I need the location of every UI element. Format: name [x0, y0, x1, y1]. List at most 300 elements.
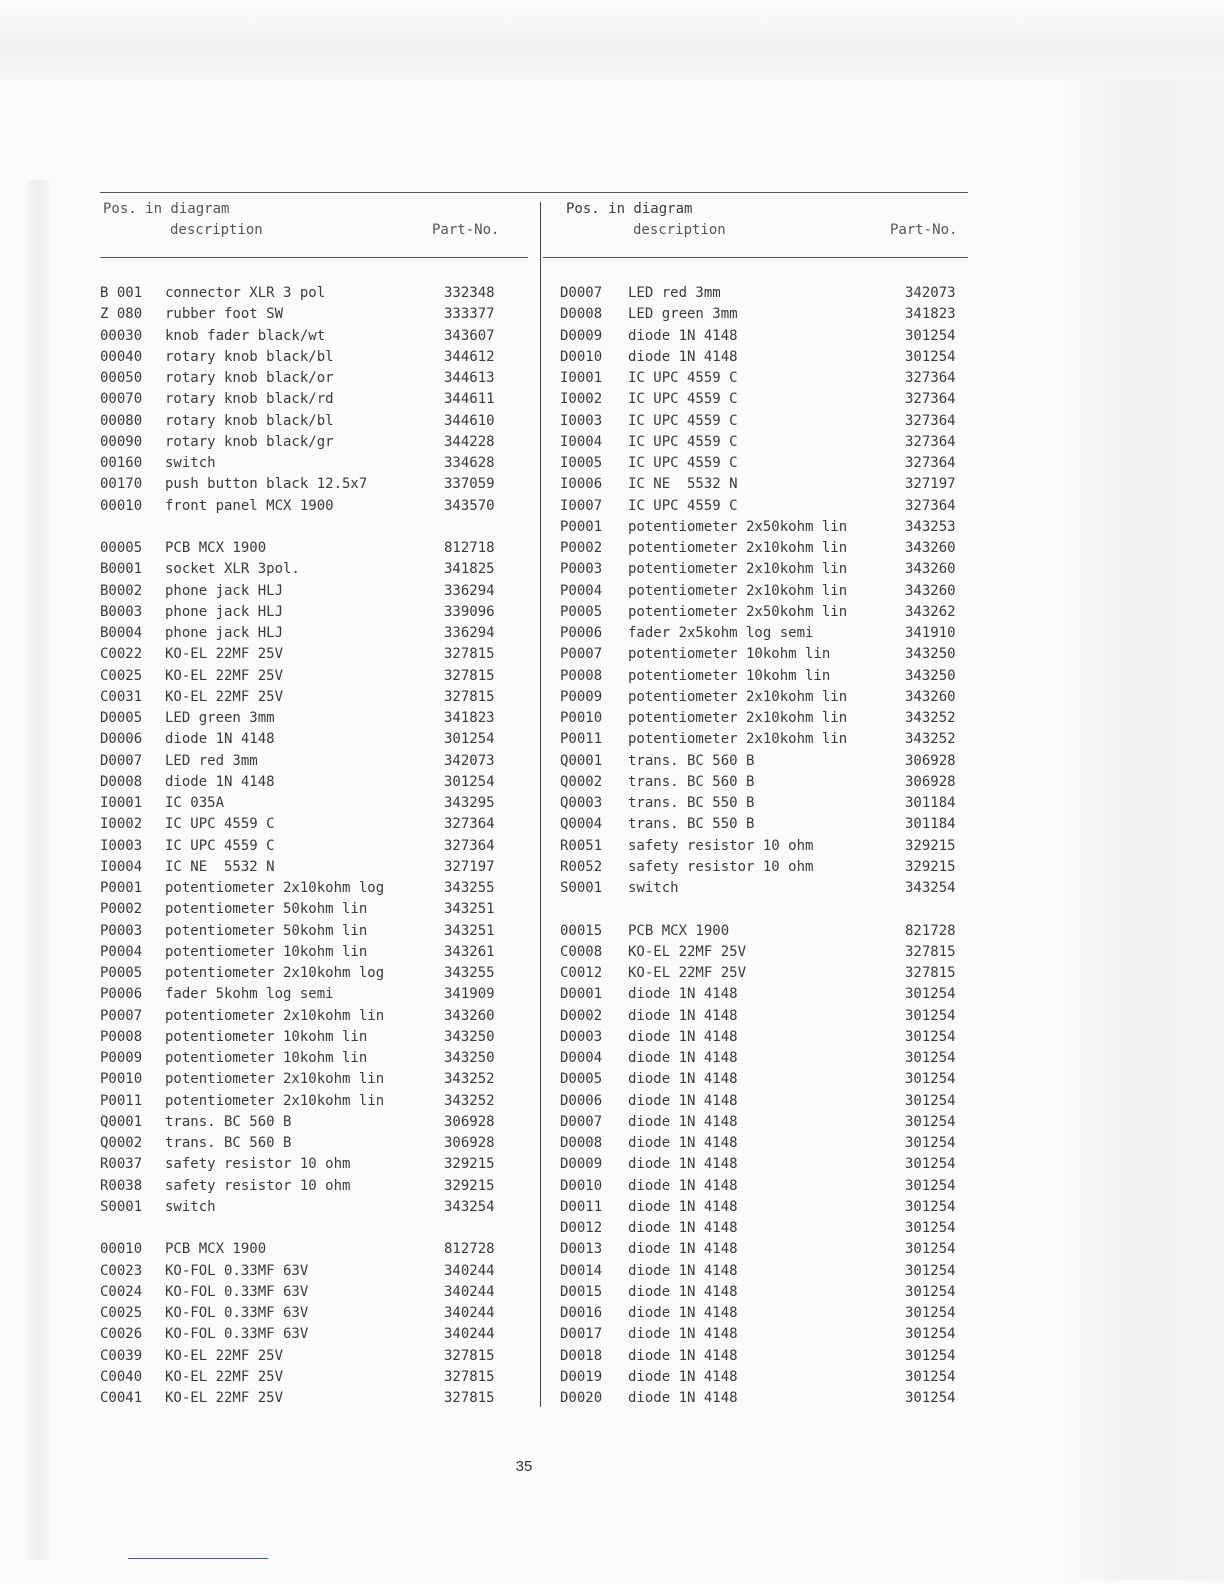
left-header-part-no: Part-No.	[432, 222, 500, 238]
part-description: potentiometer 2x10kohm lin	[165, 1071, 385, 1088]
part-description: KO-EL 22MF 25V	[165, 1390, 284, 1406]
position-code: C0026	[100, 1326, 143, 1343]
part-number: 336294	[444, 625, 495, 641]
part-number: 301254	[444, 731, 495, 748]
part-description: PCB MCX 1900	[628, 922, 730, 939]
parts-row	[0, 667, 1000, 685]
parts-row	[0, 560, 1000, 578]
position-code: I0003	[100, 837, 143, 854]
position-code: D0005	[560, 1071, 603, 1088]
part-number: 343250	[444, 1028, 495, 1045]
part-description: safety resistor 10 ohm	[628, 858, 814, 875]
parts-row	[0, 1070, 1000, 1088]
position-code: 00050	[100, 370, 143, 386]
part-number: 301184	[905, 816, 956, 833]
part-description: phone jack HLJ	[165, 603, 284, 620]
position-code: C0025	[100, 667, 143, 684]
part-number: 306928	[905, 773, 956, 790]
position-code: B0004	[100, 625, 143, 641]
parts-row	[0, 497, 1000, 515]
part-description: potentiometer 2x10kohm lin	[628, 731, 848, 748]
parts-row	[0, 943, 1000, 961]
part-number: 343260	[905, 582, 956, 599]
parts-row	[0, 964, 1000, 982]
part-description: IC UPC 4559 C	[165, 837, 275, 854]
part-number: 301254	[905, 1135, 956, 1151]
part-description: LED green 3mm	[628, 306, 738, 323]
part-description: potentiometer 2x10kohm lin	[165, 1007, 385, 1024]
part-number: 343260	[905, 561, 956, 578]
part-description: trans. BC 550 B	[628, 795, 755, 811]
position-code: 00005	[100, 540, 143, 556]
part-number: 301254	[905, 1071, 956, 1088]
part-number: 329215	[444, 1177, 495, 1194]
part-number: 327815	[444, 1347, 495, 1364]
part-description: potentiometer 2x50kohm lin	[628, 603, 848, 620]
position-code: I0002	[100, 816, 143, 833]
position-code: D0008	[560, 1135, 603, 1151]
position-code: D0016	[560, 1305, 603, 1321]
part-number: 327815	[444, 667, 495, 684]
position-code: D0020	[560, 1390, 603, 1406]
position-code: D0011	[560, 1198, 603, 1215]
position-code: D0017	[560, 1326, 603, 1343]
part-number: 344613	[444, 370, 495, 386]
part-description: potentiometer 10kohm lin	[165, 943, 368, 960]
position-code: P0008	[100, 1028, 143, 1045]
part-description: diode 1N 4148	[628, 1305, 738, 1321]
part-description: rotary knob black/bl	[165, 412, 334, 429]
part-description: trans. BC 560 B	[165, 1135, 292, 1151]
part-number: 343570	[444, 497, 495, 514]
parts-row	[0, 815, 1000, 833]
part-description: diode 1N 4148	[628, 986, 738, 1003]
parts-row	[0, 369, 1000, 387]
part-number: 327364	[444, 816, 495, 833]
scan-shadow-top	[0, 0, 1224, 80]
position-code: D0013	[560, 1241, 603, 1258]
part-description: diode 1N 4148	[628, 327, 738, 344]
part-description: potentiometer 50kohm lin	[165, 922, 368, 939]
position-code: D0006	[100, 731, 143, 748]
position-code: I0004	[100, 858, 143, 875]
parts-row	[0, 305, 1000, 323]
parts-row	[0, 1007, 1000, 1025]
parts-row	[0, 1240, 1000, 1258]
left-header-description: description	[170, 222, 263, 238]
parts-row	[0, 645, 1000, 663]
parts-row	[0, 412, 1000, 430]
part-number: 327364	[905, 370, 956, 386]
part-number: 327815	[905, 965, 956, 981]
position-code: D0006	[560, 1092, 603, 1109]
part-description: knob fader black/wt	[165, 327, 326, 344]
parts-row	[0, 1304, 1000, 1322]
part-number: 336294	[444, 582, 495, 599]
parts-row	[0, 1113, 1000, 1131]
parts-row	[0, 837, 1000, 855]
position-code: B0001	[100, 561, 143, 578]
part-number: 301254	[905, 1028, 956, 1045]
part-number: 341825	[444, 561, 495, 578]
part-description: diode 1N 4148	[628, 1198, 738, 1215]
position-code: C0023	[100, 1262, 143, 1279]
position-code: 00030	[100, 327, 143, 344]
part-number: 301254	[905, 1305, 956, 1321]
part-description: potentiometer 2x10kohm lin	[628, 582, 848, 599]
parts-row	[0, 1177, 1000, 1195]
part-number: 306928	[444, 1135, 495, 1151]
position-code: C0022	[100, 646, 143, 663]
parts-row	[0, 1134, 1000, 1152]
part-number: 337059	[444, 476, 495, 493]
position-code: P0005	[560, 603, 603, 620]
part-number: 332348	[444, 285, 495, 301]
position-code: D0001	[560, 986, 603, 1003]
parts-row	[0, 1389, 1000, 1407]
part-description: switch	[165, 1198, 216, 1215]
position-code: R0038	[100, 1177, 143, 1194]
position-code: 00070	[100, 391, 143, 408]
part-number: 301254	[905, 1368, 956, 1385]
parts-row	[0, 624, 1000, 642]
part-number: 340244	[444, 1326, 495, 1343]
part-number: 343250	[905, 646, 956, 663]
part-number: 327815	[905, 943, 956, 960]
part-description: diode 1N 4148	[628, 1177, 738, 1194]
part-description: push button black 12.5x7	[165, 476, 368, 493]
part-number: 327364	[444, 837, 495, 854]
part-description: potentiometer 10kohm lin	[165, 1028, 368, 1045]
part-description: KO-EL 22MF 25V	[628, 943, 747, 960]
part-number: 327815	[444, 646, 495, 663]
part-number: 301254	[905, 1113, 956, 1130]
part-description: fader 2x5kohm log semi	[628, 625, 814, 641]
part-number: 301254	[905, 1177, 956, 1194]
part-number: 327364	[905, 412, 956, 429]
left-header-rule	[100, 257, 528, 258]
part-description: trans. BC 560 B	[628, 752, 755, 769]
part-number: 343607	[444, 327, 495, 344]
part-number: 327197	[905, 476, 956, 493]
part-description: IC UPC 4559 C	[628, 412, 738, 429]
parts-row	[0, 985, 1000, 1003]
parts-row	[0, 922, 1000, 940]
part-number: 341909	[444, 986, 495, 1003]
position-code: D0014	[560, 1262, 603, 1279]
part-description: diode 1N 4148	[628, 348, 738, 365]
part-description: IC NE 5532 N	[165, 858, 275, 875]
part-description: LED red 3mm	[628, 285, 721, 301]
part-description: KO-FOL 0.33MF 63V	[165, 1262, 309, 1279]
position-code: D0015	[560, 1283, 603, 1300]
part-description: LED red 3mm	[165, 752, 258, 769]
part-number: 342073	[444, 752, 495, 769]
part-description: KO-EL 22MF 25V	[165, 667, 284, 684]
part-description: IC UPC 4559 C	[628, 455, 738, 471]
parts-row	[0, 752, 1000, 770]
position-code: Q0002	[560, 773, 603, 790]
position-code: D0003	[560, 1028, 603, 1045]
position-code: P0005	[100, 965, 143, 981]
part-description: diode 1N 4148	[628, 1326, 738, 1343]
position-code: P0007	[560, 646, 603, 663]
position-code: D0009	[560, 1156, 603, 1173]
part-number: 327815	[444, 688, 495, 705]
part-number: 327815	[444, 1368, 495, 1385]
position-code: 00080	[100, 412, 143, 429]
position-code: P0008	[560, 667, 603, 684]
part-number: 301254	[905, 1092, 956, 1109]
position-code: 00090	[100, 433, 143, 450]
parts-row	[0, 1028, 1000, 1046]
part-number: 343250	[444, 1050, 495, 1066]
position-code: I0001	[560, 370, 603, 386]
part-description: potentiometer 10kohm lin	[628, 667, 831, 684]
part-number: 343262	[905, 603, 956, 620]
part-number: 340244	[444, 1283, 495, 1300]
part-description: potentiometer 2x10kohm lin	[628, 540, 848, 556]
scan-shadow-right	[1060, 80, 1224, 1580]
parts-row	[0, 539, 1000, 557]
parts-row	[0, 709, 1000, 727]
parts-row	[0, 1155, 1000, 1173]
parts-row	[0, 284, 1000, 302]
part-description: potentiometer 50kohm lin	[165, 901, 368, 918]
position-code: P0003	[560, 561, 603, 578]
position-code: D0004	[560, 1050, 603, 1066]
part-description: safety resistor 10 ohm	[165, 1177, 351, 1194]
part-number: 342073	[905, 285, 956, 301]
position-code: R0051	[560, 837, 603, 854]
part-number: 327364	[905, 433, 956, 450]
part-description: KO-EL 22MF 25V	[165, 688, 284, 705]
part-description: diode 1N 4148	[628, 1071, 738, 1088]
part-number: 343251	[444, 922, 495, 939]
part-number: 327364	[905, 497, 956, 514]
part-number: 343252	[444, 1071, 495, 1088]
part-description: trans. BC 560 B	[165, 1113, 292, 1130]
part-number: 343260	[444, 1007, 495, 1024]
position-code: Q0004	[560, 816, 603, 833]
part-number: 329215	[444, 1156, 495, 1173]
position-code: C0012	[560, 965, 603, 981]
position-code: R0037	[100, 1156, 143, 1173]
part-number: 343261	[444, 943, 495, 960]
parts-row	[0, 1347, 1000, 1365]
position-code: S0001	[100, 1198, 143, 1215]
part-description: rotary knob black/bl	[165, 348, 334, 365]
part-description: potentiometer 2x10kohm lin	[628, 688, 848, 705]
parts-row	[0, 1262, 1000, 1280]
position-code: Q0003	[560, 795, 603, 811]
part-description: PCB MCX 1900	[165, 1241, 267, 1258]
part-description: KO-EL 22MF 25V	[628, 965, 747, 981]
position-code: D0018	[560, 1347, 603, 1364]
part-description: switch	[628, 880, 679, 896]
part-number: 343260	[905, 540, 956, 556]
position-code: D0019	[560, 1368, 603, 1385]
part-number: 327364	[905, 391, 956, 408]
right-header-pos: Pos. in diagram	[566, 201, 693, 217]
part-number: 812728	[444, 1241, 495, 1258]
position-code: D0007	[560, 285, 603, 301]
part-number: 334628	[444, 455, 495, 471]
part-number: 343250	[905, 667, 956, 684]
position-code: C0040	[100, 1368, 143, 1385]
position-code: P0003	[100, 922, 143, 939]
part-description: potentiometer 2x10kohm log	[165, 965, 385, 981]
parts-row	[0, 1198, 1000, 1216]
position-code: P0011	[100, 1092, 143, 1109]
part-description: LED green 3mm	[165, 710, 275, 726]
position-code: P0002	[100, 901, 143, 918]
part-number: 301254	[905, 1198, 956, 1215]
parts-row	[0, 688, 1000, 706]
part-description: IC UPC 4559 C	[628, 497, 738, 514]
part-description: IC UPC 4559 C	[628, 391, 738, 408]
part-description: PCB MCX 1900	[165, 540, 267, 556]
part-description: diode 1N 4148	[628, 1262, 738, 1279]
top-rule	[100, 192, 968, 193]
part-description: trans. BC 560 B	[628, 773, 755, 790]
part-description: KO-EL 22MF 25V	[165, 1347, 284, 1364]
part-number: 344611	[444, 391, 495, 408]
part-number: 339096	[444, 603, 495, 620]
part-number: 329215	[905, 837, 956, 854]
position-code: D0002	[560, 1007, 603, 1024]
part-description: diode 1N 4148	[628, 1220, 738, 1236]
part-description: potentiometer 2x10kohm lin	[628, 561, 848, 578]
position-code: P0001	[560, 518, 603, 535]
part-number: 301254	[905, 1326, 956, 1343]
part-number: 821728	[905, 922, 956, 939]
position-code: I0001	[100, 795, 143, 811]
position-code: P0004	[100, 943, 143, 960]
position-code: B0002	[100, 582, 143, 599]
parts-row	[0, 582, 1000, 600]
position-code: I0003	[560, 412, 603, 429]
part-description: phone jack HLJ	[165, 625, 284, 641]
right-header-rule	[543, 257, 968, 258]
position-code: D0007	[560, 1113, 603, 1130]
position-code: Z 080	[100, 306, 143, 323]
part-number: 343253	[905, 518, 956, 535]
part-description: KO-FOL 0.33MF 63V	[165, 1305, 309, 1321]
part-number: 343252	[905, 731, 956, 748]
part-description: diode 1N 4148	[628, 1347, 738, 1364]
part-description: trans. BC 550 B	[628, 816, 755, 833]
parts-row	[0, 518, 1000, 536]
right-header-description: description	[633, 222, 726, 238]
position-code: D0005	[100, 710, 143, 726]
right-header-part-no: Part-No.	[890, 222, 958, 238]
position-code: Q0002	[100, 1135, 143, 1151]
part-description: diode 1N 4148	[628, 1092, 738, 1109]
part-number: 343254	[905, 880, 956, 896]
position-code: 00010	[100, 497, 143, 514]
position-code: P0010	[560, 710, 603, 726]
position-code: D0007	[100, 752, 143, 769]
parts-row	[0, 900, 1000, 918]
part-description: KO-EL 22MF 25V	[165, 1368, 284, 1385]
part-description: switch	[165, 455, 216, 471]
part-number: 301254	[905, 1007, 956, 1024]
part-number: 301254	[905, 348, 956, 365]
part-number: 301184	[905, 795, 956, 811]
position-code: D0010	[560, 348, 603, 365]
parts-row	[0, 858, 1000, 876]
part-number: 344612	[444, 348, 495, 365]
parts-row	[0, 1368, 1000, 1386]
position-code: I0005	[560, 455, 603, 471]
part-description: KO-FOL 0.33MF 63V	[165, 1326, 309, 1343]
part-number: 301254	[905, 1390, 956, 1406]
part-description: rotary knob black/gr	[165, 433, 334, 450]
part-description: potentiometer 2x10kohm lin	[165, 1092, 385, 1109]
part-number: 306928	[444, 1113, 495, 1130]
part-number: 343252	[444, 1092, 495, 1109]
parts-row	[0, 773, 1000, 791]
part-description: rubber foot SW	[165, 306, 284, 323]
parts-row	[0, 348, 1000, 366]
position-code: Q0001	[100, 1113, 143, 1130]
position-code: P0006	[560, 625, 603, 641]
part-description: potentiometer 2x50kohm lin	[628, 518, 848, 535]
parts-row	[0, 1049, 1000, 1067]
part-description: IC UPC 4559 C	[628, 433, 738, 450]
part-description: rotary knob black/rd	[165, 391, 334, 408]
part-description: diode 1N 4148	[165, 731, 275, 748]
part-description: diode 1N 4148	[165, 773, 275, 790]
part-description: potentiometer 10kohm lin	[628, 646, 831, 663]
part-description: diode 1N 4148	[628, 1135, 738, 1151]
part-description: safety resistor 10 ohm	[628, 837, 814, 854]
parts-row	[0, 327, 1000, 345]
part-number: 327815	[444, 1390, 495, 1406]
part-number: 343255	[444, 880, 495, 896]
part-number: 341823	[444, 710, 495, 726]
position-code: 00010	[100, 1241, 143, 1258]
parts-row	[0, 1325, 1000, 1343]
position-code: P0011	[560, 731, 603, 748]
position-code: C0039	[100, 1347, 143, 1364]
part-description: diode 1N 4148	[628, 1283, 738, 1300]
position-code: I0004	[560, 433, 603, 450]
part-number: 341910	[905, 625, 956, 641]
position-code: S0001	[560, 880, 603, 896]
position-code: R0052	[560, 858, 603, 875]
part-number: 812718	[444, 540, 495, 556]
part-number: 343251	[444, 901, 495, 918]
part-description: fader 5kohm log semi	[165, 986, 334, 1003]
part-description: socket XLR 3pol.	[165, 561, 300, 578]
position-code: 00170	[100, 476, 143, 493]
part-description: IC UPC 4559 C	[165, 816, 275, 833]
part-number: 343260	[905, 688, 956, 705]
parts-row	[0, 1219, 1000, 1237]
part-number: 333377	[444, 306, 495, 323]
part-number: 301254	[905, 986, 956, 1003]
part-description: potentiometer 2x10kohm lin	[628, 710, 848, 726]
position-code: C0041	[100, 1390, 143, 1406]
part-number: 301254	[905, 1241, 956, 1258]
part-description: connector XLR 3 pol	[165, 285, 326, 301]
position-code: I0002	[560, 391, 603, 408]
parts-row	[0, 433, 1000, 451]
part-description: potentiometer 10kohm lin	[165, 1050, 368, 1066]
position-code: D0010	[560, 1177, 603, 1194]
